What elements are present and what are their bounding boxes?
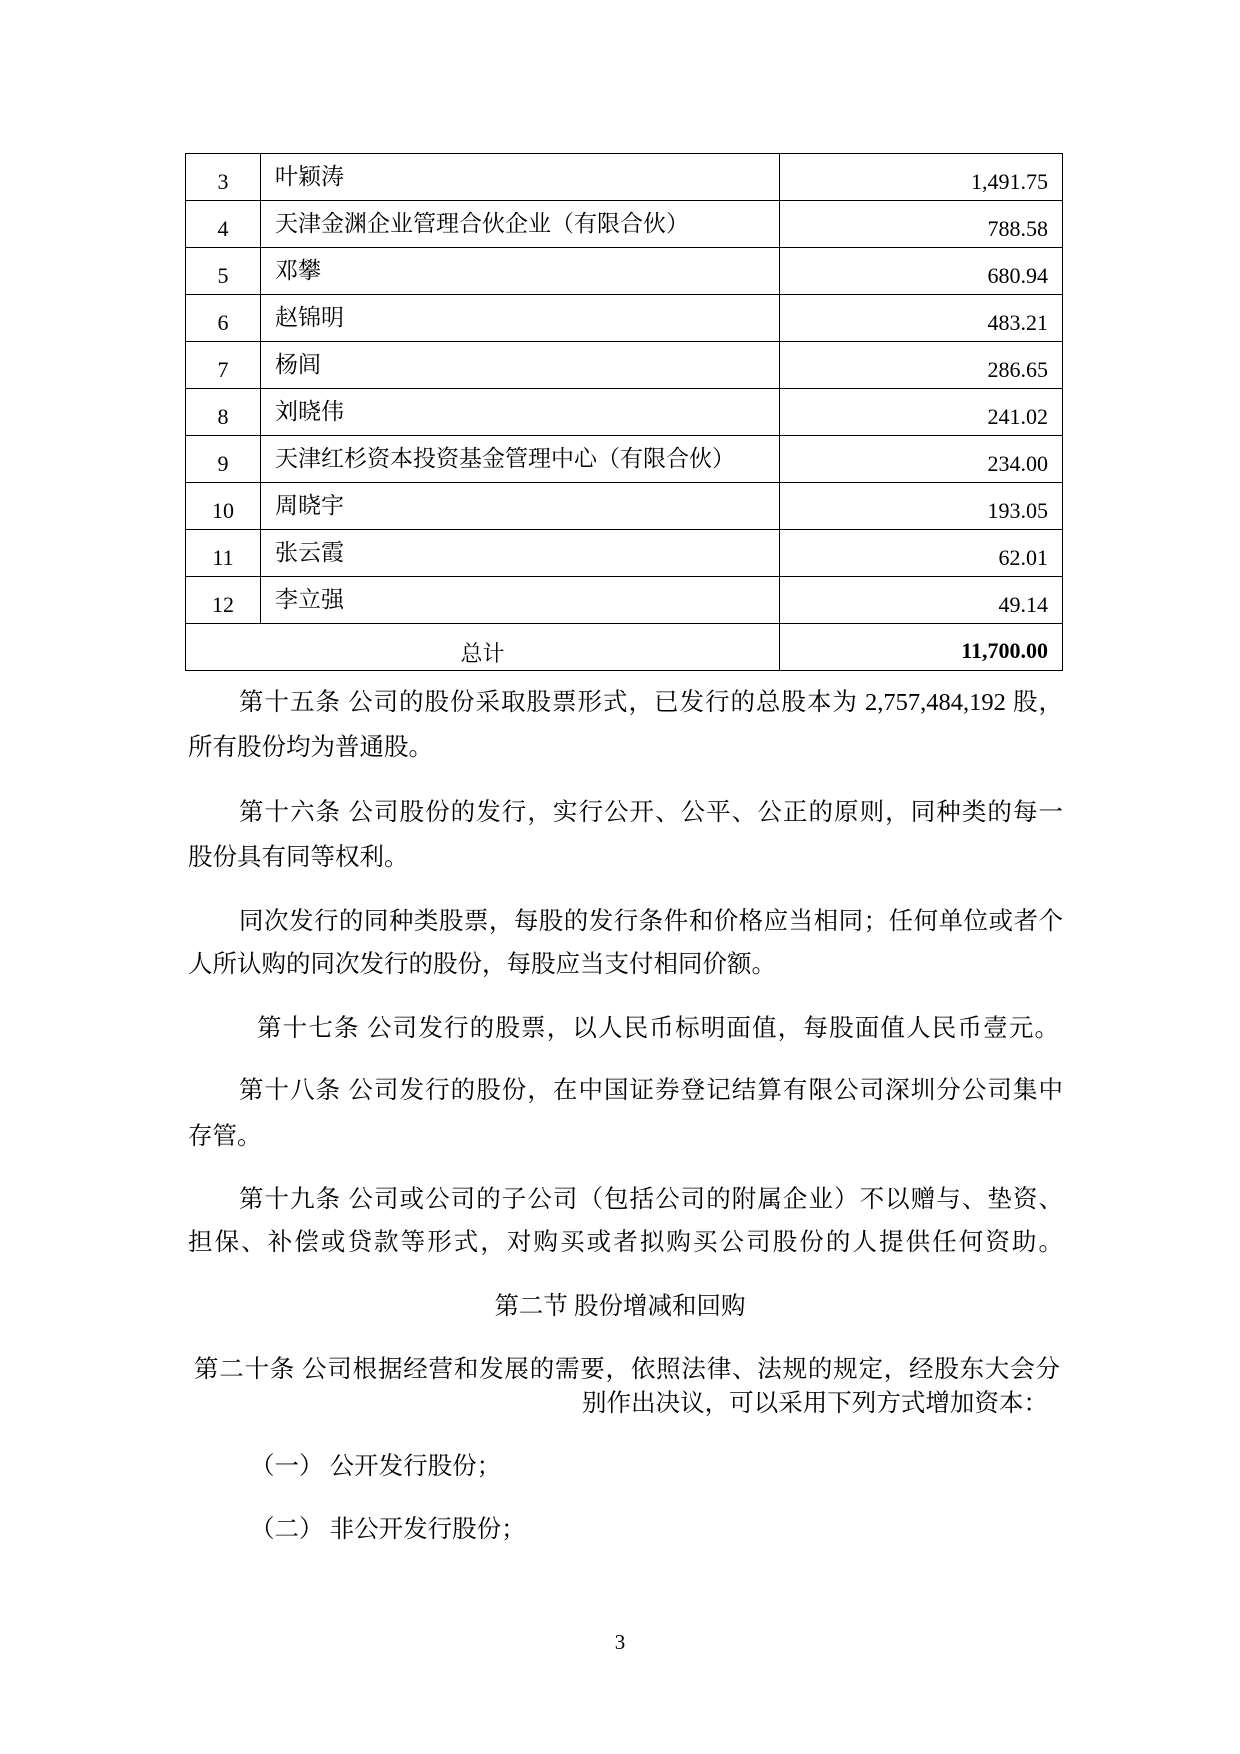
table-row bbox=[186, 483, 1063, 530]
row-number: 4 bbox=[186, 201, 261, 248]
article-18-line-2: 存管。 bbox=[188, 1123, 262, 1150]
shareholder-name: 叶颖涛 bbox=[261, 154, 780, 201]
shareholder-name: 周晓宇 bbox=[261, 483, 780, 530]
shareholder-name: 赵锦明 bbox=[261, 295, 780, 342]
share-amount: 234.00 bbox=[780, 436, 1063, 483]
article-19-line-2: 担保、补偿或贷款等形式，对购买或者拟购买公司股份的人提供任何资助。 bbox=[188, 1229, 1063, 1256]
table-row bbox=[186, 389, 1063, 436]
shareholder-name: 邓攀 bbox=[261, 248, 780, 295]
shareholder-table bbox=[185, 153, 1063, 671]
total-label: 总计 bbox=[186, 624, 780, 671]
paragraph-line-1: 同次发行的同种类股票，每股的发行条件和价格应当相同；任何单位或者个 bbox=[239, 908, 1063, 935]
article-16-line-2: 股份具有同等权利。 bbox=[188, 844, 409, 871]
article-15-line-2: 所有股份均为普通股。 bbox=[188, 734, 433, 761]
shareholder-name: 张云霞 bbox=[261, 530, 780, 577]
table-row bbox=[186, 342, 1063, 389]
table-row bbox=[186, 436, 1063, 483]
shareholder-name: 天津金渊企业管理合伙企业（有限合伙） bbox=[261, 201, 780, 248]
shareholder-name: 杨闾 bbox=[261, 342, 780, 389]
table-row bbox=[186, 530, 1063, 577]
row-number: 3 bbox=[186, 154, 261, 201]
paragraph-line-2: 人所认购的同次发行的股份，每股应当支付相同价额。 bbox=[188, 951, 776, 978]
table-row bbox=[186, 577, 1063, 624]
table-row bbox=[186, 248, 1063, 295]
share-amount: 483.21 bbox=[780, 295, 1063, 342]
row-number: 7 bbox=[186, 342, 261, 389]
share-amount: 241.02 bbox=[780, 389, 1063, 436]
page-number: 3 bbox=[614, 1630, 626, 1654]
article-17: 第十七条 公司发行的股票，以人民币标明面值，每股面值人民币壹元。 bbox=[257, 1015, 1059, 1042]
row-number: 8 bbox=[186, 389, 261, 436]
shareholder-name: 刘晓伟 bbox=[261, 389, 780, 436]
share-amount: 680.94 bbox=[780, 248, 1063, 295]
row-number: 9 bbox=[186, 436, 261, 483]
table-row bbox=[186, 295, 1063, 342]
total-value: 11,700.00 bbox=[780, 624, 1063, 671]
share-amount: 286.65 bbox=[780, 342, 1063, 389]
share-amount: 193.05 bbox=[780, 483, 1063, 530]
article-16-line-1: 第十六条 公司股份的发行，实行公开、公平、公正的原则，同种类的每一 bbox=[239, 799, 1063, 826]
total-row bbox=[186, 624, 1063, 671]
row-number: 11 bbox=[186, 530, 261, 577]
article-20-line-2: 别作出决议，可以采用下列方式增加资本： bbox=[582, 1390, 1048, 1417]
row-number: 12 bbox=[186, 577, 261, 624]
shareholder-name: 天津红杉资本投资基金管理中心（有限合伙） bbox=[261, 436, 780, 483]
article-18-line-1: 第十八条 公司发行的股份，在中国证券登记结算有限公司深圳分公司集中 bbox=[239, 1077, 1063, 1104]
row-number: 10 bbox=[186, 483, 261, 530]
share-amount: 788.58 bbox=[780, 201, 1063, 248]
article-19-line-1: 第十九条 公司或公司的子公司（包括公司的附属企业）不以赠与、垫资、 bbox=[239, 1186, 1063, 1213]
section-heading: 第二节 股份增减和回购 bbox=[494, 1293, 746, 1320]
share-amount: 49.14 bbox=[780, 577, 1063, 624]
list-item-1: （一） 公开发行股份； bbox=[250, 1453, 502, 1480]
row-number: 5 bbox=[186, 248, 261, 295]
shareholder-name: 李立强 bbox=[261, 577, 780, 624]
table-row bbox=[186, 154, 1063, 201]
share-amount: 62.01 bbox=[780, 530, 1063, 577]
row-number: 6 bbox=[186, 295, 261, 342]
table-row bbox=[186, 201, 1063, 248]
article-20-line-1: 第二十条 公司根据经营和发展的需要，依照法律、法规的规定，经股东大会分 bbox=[194, 1356, 1060, 1383]
share-amount: 1,491.75 bbox=[780, 154, 1063, 201]
article-15-line-1: 第十五条 公司的股份采取股票形式，已发行的总股本为 2,757,484,192 股， bbox=[239, 689, 1063, 716]
list-item-2: （二） 非公开发行股份； bbox=[250, 1516, 526, 1543]
